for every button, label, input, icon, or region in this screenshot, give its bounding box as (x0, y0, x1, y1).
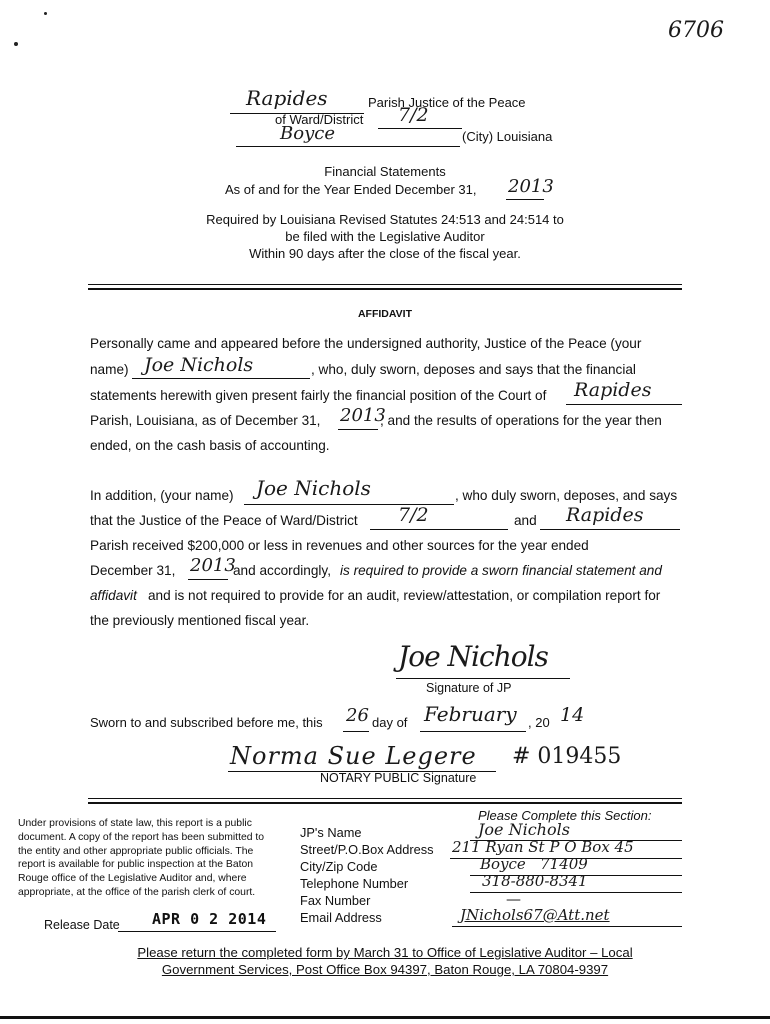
requirement-line-2: be filed with the Legislative Auditor (285, 229, 485, 244)
complete-section-heading: Please Complete this Section: (478, 808, 652, 823)
notary-number: # 019455 (512, 744, 622, 769)
parish-handwritten: Rapides (246, 86, 328, 110)
p1-line-2b: , who, duly sworn, deposes and says that the financial (311, 362, 636, 377)
field-value-telephone: 318-880-8341 (482, 872, 588, 890)
p2-line-4c: is required to provide a sworn financial statement and (340, 563, 662, 578)
field-value-address: 211 Ryan St P O Box 45 (452, 838, 634, 856)
jp-signature: Joe Nichols (398, 640, 548, 673)
ward-label: of Ward/District (275, 112, 364, 127)
p1-line-2a: name) (90, 362, 129, 377)
name2-handwritten: Joe Nichols (256, 476, 371, 500)
release-date-label: Release Date (44, 918, 120, 932)
p2-line-2b: and (514, 513, 537, 528)
field-label-telephone: Telephone Number (300, 876, 409, 891)
return-instructions-line-2: Government Services, Post Office Box 94397, Baton Rouge, LA 70804-9397 (161, 962, 609, 977)
jp-signature-label: Signature of JP (426, 681, 512, 695)
parish2-handwritten: Rapides (566, 504, 644, 526)
parish-label: Parish Justice of the Peace (368, 95, 526, 110)
p2-line-3: Parish received $200,000 or less in revenues and other sources for the year ended (90, 538, 589, 553)
p1-line-1: Personally came and appeared before the undersigned authority, Justice of the Peace (your (90, 336, 642, 351)
page-bottom-rule (0, 1016, 770, 1019)
financial-statements-title: Financial Statements (324, 164, 446, 179)
sworn-year-handwritten: 14 (560, 704, 585, 726)
year-handwritten-2: 2013 (340, 405, 386, 426)
p2-line-5a: affidavit (90, 588, 137, 603)
p2-line-1a: In addition, (your name) (90, 488, 234, 503)
disclaimer-line: document. A copy of the report has been submitted to (18, 831, 265, 843)
year-handwritten: 2013 (508, 176, 554, 197)
header-divider (88, 284, 682, 290)
release-date-stamp: APR 0 2 2014 (152, 910, 267, 928)
field-label-email: Email Address (300, 910, 382, 925)
requirement-line-1: Required by Louisiana Revised Statutes 24:513 and 24:514 to (206, 212, 564, 227)
court-handwritten: Rapides (574, 379, 652, 401)
corner-number: 6706 (668, 18, 724, 43)
ward-handwritten: 7/2 (398, 104, 429, 126)
p1-line-5: ended, on the cash basis of accounting. (90, 438, 330, 453)
field-value-fax: — (506, 890, 521, 908)
p2-line-1b: , who duly sworn, deposes, and says (455, 488, 678, 503)
p1-line-4b: , and the results of operations for the year then (380, 413, 662, 428)
city-blank (236, 128, 460, 147)
year-line-prefix: As of and for the Year Ended December 31, (225, 182, 477, 197)
p2-line-4b: and accordingly, (233, 563, 331, 578)
p1-line-4a: Parish, Louisiana, as of December 31, (90, 413, 321, 428)
field-label-jp-name: JP's Name (300, 825, 362, 840)
sworn-day-handwritten: 26 (346, 705, 369, 726)
disclaimer-line: report is available for public inspection at the Baton (18, 859, 254, 871)
disclaimer-line: Rouge office of the Legislative Auditor and, where (18, 873, 247, 885)
affidavit-title: AFFIDAVIT (357, 308, 413, 320)
sworn-text-a: Sworn to and subscribed before me, this (90, 715, 323, 730)
disclaimer-line: the entity and other appropriate public officials. The (18, 845, 254, 857)
field-label-address: Street/P.O.Box Address (300, 842, 434, 857)
city-handwritten: Boyce (280, 123, 335, 144)
field-value-email: JNichols67@Att.net (460, 906, 610, 924)
scan-speck (44, 12, 47, 15)
p2-line-2a: that the Justice of the Peace of Ward/District (90, 513, 358, 528)
p2-line-4a: December 31, (90, 563, 176, 578)
year-line (225, 182, 477, 197)
p2-line-6: the previously mentioned fiscal year. (90, 613, 310, 628)
ward2-handwritten: 7/2 (398, 504, 429, 526)
field-value-city-zip: Boyce 71409 (480, 855, 588, 873)
disclaimer-line: Under provisions of state law, this report is a public (18, 818, 252, 829)
year2-handwritten: 2013 (190, 555, 236, 576)
sworn-text-b: day of (372, 715, 408, 730)
footer-divider (88, 798, 682, 804)
field-label-city-zip: City/Zip Code (300, 859, 378, 874)
sworn-text-c: , 20 (528, 715, 550, 730)
disclaimer (18, 817, 286, 900)
scan-speck (14, 42, 18, 46)
sworn-month-handwritten: February (424, 702, 517, 726)
notary-label: NOTARY PUBLIC Signature (320, 771, 477, 785)
jp-signature-line (396, 678, 570, 679)
disclaimer-line: appropriate, at the office of the parish clerk of court. (18, 886, 256, 898)
return-instructions-line-1: Please return the completed form by March 31 to Office of Legislative Auditor – Local (137, 945, 633, 960)
notary-signature: Norma Sue Legere (230, 742, 477, 770)
city-label: (City) Louisiana (462, 129, 553, 144)
requirement-line-3: Within 90 days after the close of the fiscal year. (249, 246, 521, 261)
p2-line-5b: and is not required to provide for an audit, review/attestation, or compilation report for (148, 588, 661, 603)
name-handwritten: Joe Nichols (144, 354, 254, 376)
field-label-fax: Fax Number (300, 893, 371, 908)
ward2-blank (370, 511, 508, 530)
field-value-jp-name: Joe Nichols (478, 820, 570, 839)
p1-line-3a: statements herewith given present fairly the financial position of the Court of (90, 388, 547, 403)
